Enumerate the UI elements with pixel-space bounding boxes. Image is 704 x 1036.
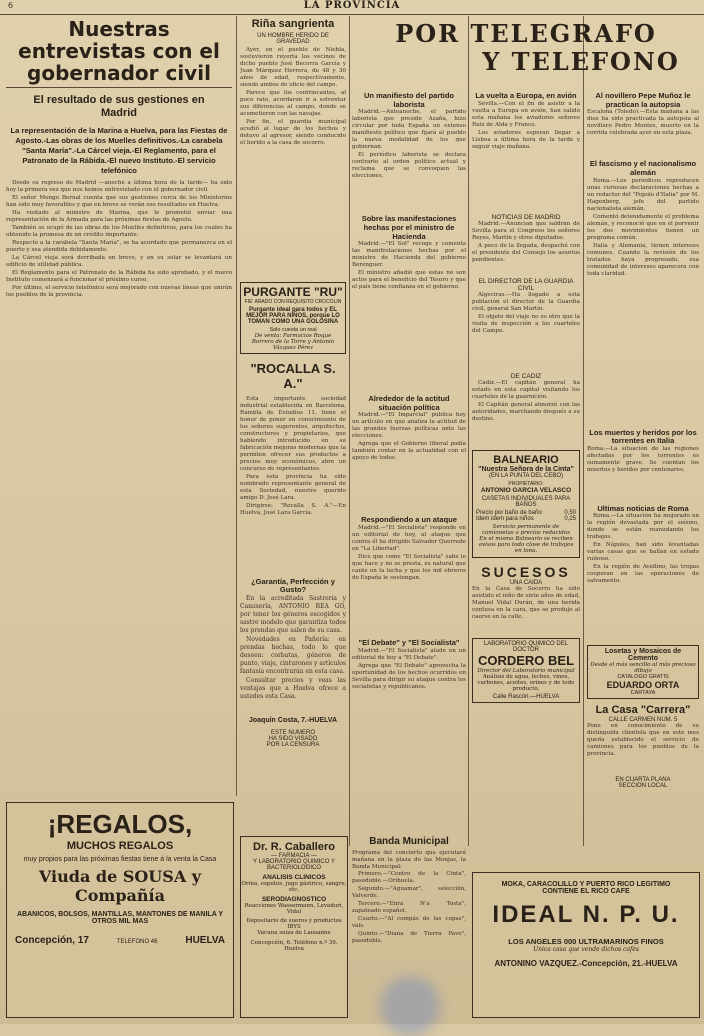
article-body xyxy=(587,178,699,426)
losetas-ad xyxy=(587,645,699,699)
ad-title: Dr. R. Caballero xyxy=(253,841,335,853)
article-body xyxy=(352,648,466,768)
ad-casetas: CASETAS INDIVIDUALES PARA BAÑOS xyxy=(481,495,571,508)
paragraph: Ha visitado al ministro de Marina, que le prometió enviar una representación de la Armada para las próximas fiestas de Agosto. xyxy=(6,210,232,223)
paragraph: Parece que los contrincantes, al poco rato, acordaron ir a solventar sus diferencias al campo, donde se acometieron con las navajas. xyxy=(240,89,346,117)
ad-name: "Nuestra Señora de la Cinta" xyxy=(478,465,574,473)
paragraph: Algeciras.—Ha llegado a esta población el director de la Guardia civil, general San Martín. xyxy=(472,291,580,312)
article-body xyxy=(352,109,466,211)
paragraph: El Reglamento para el Patronato de la Rábida ha sido aprobado, y el nuevo Instituto comenzará a funcionar el próximo curso. xyxy=(6,270,232,283)
paragraph: Roma.—Los periódicos reproducen unas curiosas declaraciones hechas a un redactor del "Popolo d'Italia" por M. Hagenberg, jefe del partido nacionalista alemán. xyxy=(587,177,699,212)
rocalla-body xyxy=(240,396,346,572)
sucesos-title: SUCESOS xyxy=(481,563,571,580)
carrera-title: La Casa "Carrera" xyxy=(595,704,691,717)
article-title: La vuelta a Europa, en avión xyxy=(475,92,577,100)
paragraph: Para esta provincia ha sido nombrado representante general de esta Sociedad, nuestro querido amigo D. José Lara. xyxy=(240,473,346,501)
section-title: DE CADIZ xyxy=(510,372,542,380)
paragraph: Comentó detenidamente el problema alemán, y reconoció que en el porvenir los dos movimientos tienen un programa común. xyxy=(587,213,699,241)
ad-owner: ANTONIO GARCIA VELASCO xyxy=(480,486,572,494)
paragraph: El periódico laborista se declara contrario al orden político actual y reclama que se convoquen las elecciones. xyxy=(352,152,466,180)
paragraph: El objeto del viaje no es otro que la visita de inspección a los cuarteles del Campo. xyxy=(472,313,580,334)
ad-footer xyxy=(15,935,225,946)
censura-line: POR LA CENSURA xyxy=(266,741,320,748)
paragraph: El señor Mongo Bernal cuenta que sus gestiones cerca de los Ministerios han sido muy favorables y que en breve se verán sus resultados en Huelva. xyxy=(6,195,232,208)
ad-shops: De venta: Farmacias Roque Borrero de la Torre y Antonio Vázquez Pérez xyxy=(251,332,335,351)
paragraph: Cuarto.—"Al compás de las copas", vals. xyxy=(352,915,466,929)
article-title: Ultimas noticias de Roma xyxy=(597,503,689,513)
newspaper-name: LA PROVINCIA xyxy=(303,0,401,11)
price-value: 0,50 xyxy=(564,509,576,516)
paragraph: A poco de la llegada, despachó con el presidente del Consejo los asuntos pendientes. xyxy=(472,242,580,263)
paragraph: Por último, el servicio telefónico será mejorado con nuevas líneas que unirán los pueblos de la provincia. xyxy=(6,285,232,298)
article-body xyxy=(472,380,580,444)
ad-line: ANTONINO VAZQUEZ.-Concepción, 21.-HUELVA xyxy=(494,959,678,968)
ad-title: Losetas y Mosaicos de Cemento xyxy=(604,648,682,663)
paragraph: También se ocupó de las obras de los Muelles definitivos, para los cuales ha obtenido la promesa de un crédito importante. xyxy=(6,225,232,238)
garantia-address: Joaquín Costa, 7.-HUELVA xyxy=(248,716,338,724)
price-row xyxy=(476,516,576,522)
ad-city: HUELVA xyxy=(185,935,225,946)
paragraph: En la región de Avellino, las tropas cooperan en las operaciones de salvamento. xyxy=(587,564,699,585)
article-title: Los muertos y heridos por los torrentes en Italia xyxy=(589,427,697,446)
section-title: NOTICIAS DE MADRID xyxy=(491,213,561,221)
ad-line: Vacuna suiza de Lausanne xyxy=(257,930,331,936)
article-body xyxy=(587,513,699,641)
article-body xyxy=(6,180,232,299)
ad-price: Solo cuesta un real xyxy=(269,326,317,333)
paragraph: Desde su regreso de Madrid —anoche a última hora de la tarde— ha sido hoy la primera vez que nos hemos entrevistado con el gobernador civil. xyxy=(6,180,232,193)
rocalla-title: "ROCALLA S. A." xyxy=(250,360,336,391)
ad-line: MOKA, CARACOLILLO Y PUERTO RICO LEGITIMO xyxy=(501,881,671,888)
ad-line: Unica casa que vende dichos cafés xyxy=(533,946,639,953)
banner-line: Y TELEFONO xyxy=(482,47,680,76)
article-title: Alrededor de la actitud situación política xyxy=(368,394,450,412)
garantia-title: ¿Garantía, Perfección y Gusto? xyxy=(251,576,335,595)
article-body: Roma.—La situación de las regiones afectadas por los torrentes es sumamente grave. Se cuentan los muertos y heridos por centenares. xyxy=(587,445,699,473)
ad-line: — FARMACIA — xyxy=(271,853,317,859)
ad-body: Análisis de agua, leches, vinos, carbones, aceites, orines y de todo producto. xyxy=(477,673,575,692)
ad-line: ANALISIS CLINICOS xyxy=(262,874,326,881)
paragraph: Dirigirse: "Rocalla S. A."—En Huelva, José Lara García. xyxy=(240,502,346,516)
ad-line: Y LABORATORIO QUIMICO Y BACTERIOLOGICO xyxy=(253,859,335,871)
article-subtitle: UN HOMBRE HERIDO DE GRAVEDAD xyxy=(257,32,329,45)
ad-place: (EN LA PUNTA DEL CEBO) xyxy=(488,472,564,479)
stain xyxy=(380,976,440,1036)
paragraph: Ayer, en el pueblo de Niebla, sostuvieron reyerta los vecinos de dicho pueblo José Becerra García y Juan Márquez Herrera, de 48 y 30 años de edad, respectivamente, siendo ambos de oficio del campo. xyxy=(240,46,346,88)
paragraph: Respecto a la carabela "Santa María", se ha acordado que permanezca en el puerto y sea atendida debidamente. xyxy=(6,240,232,253)
ad-line: CONTIENE EL RICO CAFE xyxy=(542,888,630,895)
article-body xyxy=(472,221,580,275)
ad-address: Calle Rascón.—HUELVA xyxy=(492,693,560,700)
plana-note: SECCION LOCAL xyxy=(618,783,668,790)
telegrafo-banner xyxy=(352,20,700,88)
article-body xyxy=(352,241,466,391)
article-body: Escalona (Toledo).—Esta mañana a las diez ha sido practicada la autopsia al novillero Pedro Montes, muerto en la corrida celebrada ayer en esta plaza. xyxy=(587,109,699,137)
ad-name: EDUARDO ORTA xyxy=(606,680,680,691)
sucesos-body: En la Casa de Socorro ha sido asistido el niño de siete años de edad, Manuel Vidal Durán, de una herida contusa en la cara, que se produjo al caerse en la calle. xyxy=(472,585,580,620)
paragraph: El Capitán general almorzó con las autoridades, marchando después a su destino. xyxy=(472,401,580,422)
ad-body: muy propios para las próximas fiestas tiene á la venta la Casa xyxy=(23,856,217,863)
ad-name: Viuda de SOUSA y Compañía xyxy=(38,867,202,905)
banda-intro: Programa del concierto que ejecutará mañana en la plaza de las Monjas, la Banda Municipal: xyxy=(352,849,466,870)
ad-line: SERODIAGNOSTICO xyxy=(261,896,327,903)
paragraph: En la acreditada Sastrería y Camisería, ANTONIO REA GO, por tener los géneros escogidos y sastre modelo que garantiza todos los prendas que salen de su casa. xyxy=(240,594,346,634)
paragraph: En Nápoles, han sido levantadas varias casas que se hallan en estado ruinoso. xyxy=(587,542,699,563)
ad-line: Depositario de sueros y productos IBYS xyxy=(246,918,342,930)
column-four xyxy=(472,92,580,828)
sucesos-subtitle: UNA CAIDA xyxy=(509,579,543,586)
column-five xyxy=(587,92,699,828)
article-title: El fascismo y el nacionalismo alemán xyxy=(589,159,697,177)
paragraph: Madrid.—Anteanoche, el partido laborista que preside Azaña, hizo circular por toda España un extenso manifiesto político que fijará al pueblo la nueva modalidad de los que gobiernan. xyxy=(352,109,466,151)
paragraph: Madrid.—"El Socialista" responde en un editorial de hoy, al ataque que contra él ha dirigido Salvador Querrede en "La Libertad". xyxy=(352,525,466,552)
ad-title: ¡REGALOS, xyxy=(47,809,193,839)
subheadline: El resultado de sus gestiones en Madrid xyxy=(33,94,205,119)
ad-phone: TELEFONO 46 xyxy=(116,939,158,945)
paragraph: El ministro añadió que estas no son actos para el beneficio del Tesoro y que el país tiene confianza en el gobierno. xyxy=(352,270,466,291)
carrera-body: Pone en conocimiento de su distinguida clientela que en este mes queda establecido el servicio de camiones para los pueblos de la provincia. xyxy=(587,723,699,758)
paragraph: Agrega que el Gobierno liberal podía también contar en la actualidad con el apoyo de todos. xyxy=(352,441,466,462)
column-rule xyxy=(236,16,237,796)
column-rule xyxy=(583,16,584,846)
paragraph: Los aviadores esperan llegar a Lisboa a última hora de la tarde y seguir viaje mañana. xyxy=(472,129,580,150)
garantia-body xyxy=(240,595,346,715)
price-label: Precio por baño de baño xyxy=(476,509,542,516)
ad-name: IDEAL N. P. U. xyxy=(492,901,680,928)
ad-subtitle: MUCHOS REGALOS xyxy=(66,840,174,852)
ad-subtitle: Desde el más sencillo al más precioso dibujo xyxy=(590,662,696,675)
regalos-ad xyxy=(6,802,234,1018)
article-title: Al novillero Pepe Muñoz le practican la autopsia xyxy=(595,92,691,109)
price-label: Idem idem para niños xyxy=(476,515,534,522)
paragraph: Esta importante sociedad industrial establecida en Barcelona, Rambla de Estudios 11, tiene el honor de poner en conocimiento de los señores sugerentes, arquitectos, constructores y propietarios, que habiendo introducido en su fabricación mejoras modernas que la permiten ofrecer sus productos a precios muy económicos, abre un concurso de representantes. xyxy=(240,395,346,472)
ad-catalog: CATALOGO GRATIS xyxy=(617,674,669,681)
article-title: Sobre las manifestaciones hechas por el ministro de Hacienda xyxy=(361,214,457,241)
paragraph: Primero.—"Centro de la Cinta", pasodoble.—Orihuela. xyxy=(352,870,466,884)
ad-owner-label: PROPIETARIO: xyxy=(508,480,544,487)
paragraph: Madrid.—Anuncian que saldrán de Sevilla para el Congreso los señores Reyes, Martín y otros diputados. xyxy=(472,220,580,241)
paragraph: Segundo.—"Aguamar", selección, Valverde. xyxy=(352,885,466,899)
plana-note: EN CUARTA PLANA xyxy=(615,777,671,784)
article-title: Un manifiesto del partido laborista xyxy=(363,92,454,109)
caballero-ad xyxy=(240,836,348,1018)
price-value: 0,25 xyxy=(564,515,576,522)
article-body xyxy=(352,412,466,512)
column-rule xyxy=(349,16,350,846)
ad-line: Orina, esputos, jugo gástrico, sangre, etc. xyxy=(241,881,347,893)
ideal-ad xyxy=(472,872,700,1018)
paragraph: Italia y Alemania, tienen intereses comunes. Cuando la revisión de los tratados haya progresado, esa comunidad de intereses aparecerá con toda claridad. xyxy=(587,242,699,277)
ad-place: CARTAYA xyxy=(630,690,656,697)
column-two xyxy=(240,18,346,796)
paragraph: Madrid.—"El Socialista" alude en un editorial de hoy a "El Debate". xyxy=(352,647,466,661)
article-body xyxy=(472,101,580,211)
ad-name: CORDERO BEL xyxy=(477,652,575,668)
article-body xyxy=(472,292,580,370)
ad-title: PURGANTE "RU" xyxy=(243,284,343,299)
ad-subtitle: Director del Laboratorio municipal xyxy=(477,667,575,674)
article-title: Respondiendo a un ataque xyxy=(361,515,457,525)
paragraph: Madrid.—"El Imparcial" publica hoy un artículo en que analiza la actitud de las grandes fuerzas políticas ante las elecciones. xyxy=(352,412,466,440)
paragraph: Por fin, el guardia municipal acudió al lugar de los hechos y detuvo al agresor, siendo conducido el herido a la casa de socorro. xyxy=(240,118,346,146)
paragraph: Madrid.—"El Sol" recoge y comenta las manifestaciones hechas por el ministro de Hacienda del gobierno Berenguer. xyxy=(352,241,466,269)
headline: Nuestras entrevistas con el gobernador civil xyxy=(18,18,220,85)
paragraph: Consultar precios y veas las ventajas que a Huelva ofrece a ustedes esta Casa. xyxy=(240,676,346,700)
paragraph: Roma.—La situación ha mejorado en la región devastada por el seísmo, donde se están reanudando los trabajos. xyxy=(587,513,699,541)
banner-line: POR TELEGRAFO xyxy=(395,20,657,48)
paragraph: Sevilla.—Con el fin de asistir a la vuelta a Europa en avión, han salido esta mañana los aviadores señores Ruiz de Alda y Franco. xyxy=(472,100,580,128)
masthead xyxy=(0,0,704,15)
paragraph: Cádiz.—El capitán general ha estado en esta capital visitando los cuarteles de la guarnición. xyxy=(472,379,580,400)
deck: La representación de la Marina a Huelva, para las Fiestas de Agosto.-Las obras de los Muelles definitivos.-La carabela "Santa María".-La Cárcel vieja.-El Reglamento, para el Patronato de la Rábida.-El nuevo Instituto.-El servicio telefónico xyxy=(10,126,228,175)
paragraph: Quinto.—"Diana de Tierra Pavo", pasodoble. xyxy=(352,930,466,944)
laboratorio-ad xyxy=(472,638,580,703)
paragraph: Novedades en Pañería: en prendas hechas, todo lo que deseen: corbatas, géneros de punto, viaje, cinturones y artículos fantasía encontrarán en esta casa. xyxy=(240,635,346,675)
article-body xyxy=(352,525,466,635)
page-number: 6 xyxy=(8,1,14,10)
balneario-ad xyxy=(472,450,580,558)
ad-line: LOS ANGELES 000 ULTRAMARINOS FINOS xyxy=(508,937,664,946)
paragraph: Agrega que "El Debate" aprovecha la oportunidad de los hechos ocurridos en Sevilla para dirigir su ataque contra los socialistas y republicanos. xyxy=(352,662,466,690)
ad-subtitle: FIE' ARADO CON REQUISITO CROCOLIN xyxy=(244,298,342,305)
ad-line: Concepción, 6. Teléfono n.º 39. Huelva xyxy=(250,940,338,952)
ad-note: En el mismo Balneario se reciben avisos para toda clase de trabajos en lona. xyxy=(478,535,574,554)
article-body xyxy=(240,47,346,279)
column-three xyxy=(352,92,466,828)
article-gobernador xyxy=(6,18,232,796)
ad-title: LABORATORIO QUIMICO DEL DOCTOR xyxy=(483,640,569,653)
ad-service: Servicio permanente de camionetas a precios reducidos xyxy=(481,523,571,536)
censura-line: ESTE NUMERO xyxy=(270,729,315,736)
carrera-address: CALLE CARMEN NUM. 5 xyxy=(608,717,678,724)
paragraph: La Cárcel vieja será derribada en breve, y en su solar se levantará un edificio de utilidad pública. xyxy=(6,255,232,268)
banda-program xyxy=(352,871,466,945)
ad-address: Concepción, 17 xyxy=(15,935,89,946)
ad-line: Reacciones Wassermann, Levaduri, Vidal xyxy=(244,903,344,915)
column-rule xyxy=(468,16,469,846)
article-title: "El Debate" y "El Socialista" xyxy=(358,638,460,647)
article-title: Riña sangrienta xyxy=(251,18,335,30)
purgante-ad xyxy=(240,282,346,354)
section-title: EL DIRECTOR DE LA GUARDIA CIVIL xyxy=(478,277,574,292)
censura-line: HA SIDO VISADO xyxy=(268,735,318,742)
ad-body: Purgante ideal para todos y EL MEJOR PARA NIÑOS, porque LO TOMAN COMO UNA GOLOSINA xyxy=(246,306,340,325)
ad-title: BALNEARIO xyxy=(493,453,559,466)
article-title: Banda Municipal xyxy=(369,836,449,847)
ad-items: ABANICOS, BOLSOS, MANTILLAS, MANTONES DE MANILA Y OTROS MIL MAS xyxy=(17,911,223,925)
paragraph: Tercero.—"Enra N'a Tosta", zapateado español. xyxy=(352,900,466,914)
paragraph: Dice que como "El Socialista" sabe lo que hace y no se presta, es natural que cante en la lucha y que los mil obreros de España le sostengan. xyxy=(352,554,466,581)
